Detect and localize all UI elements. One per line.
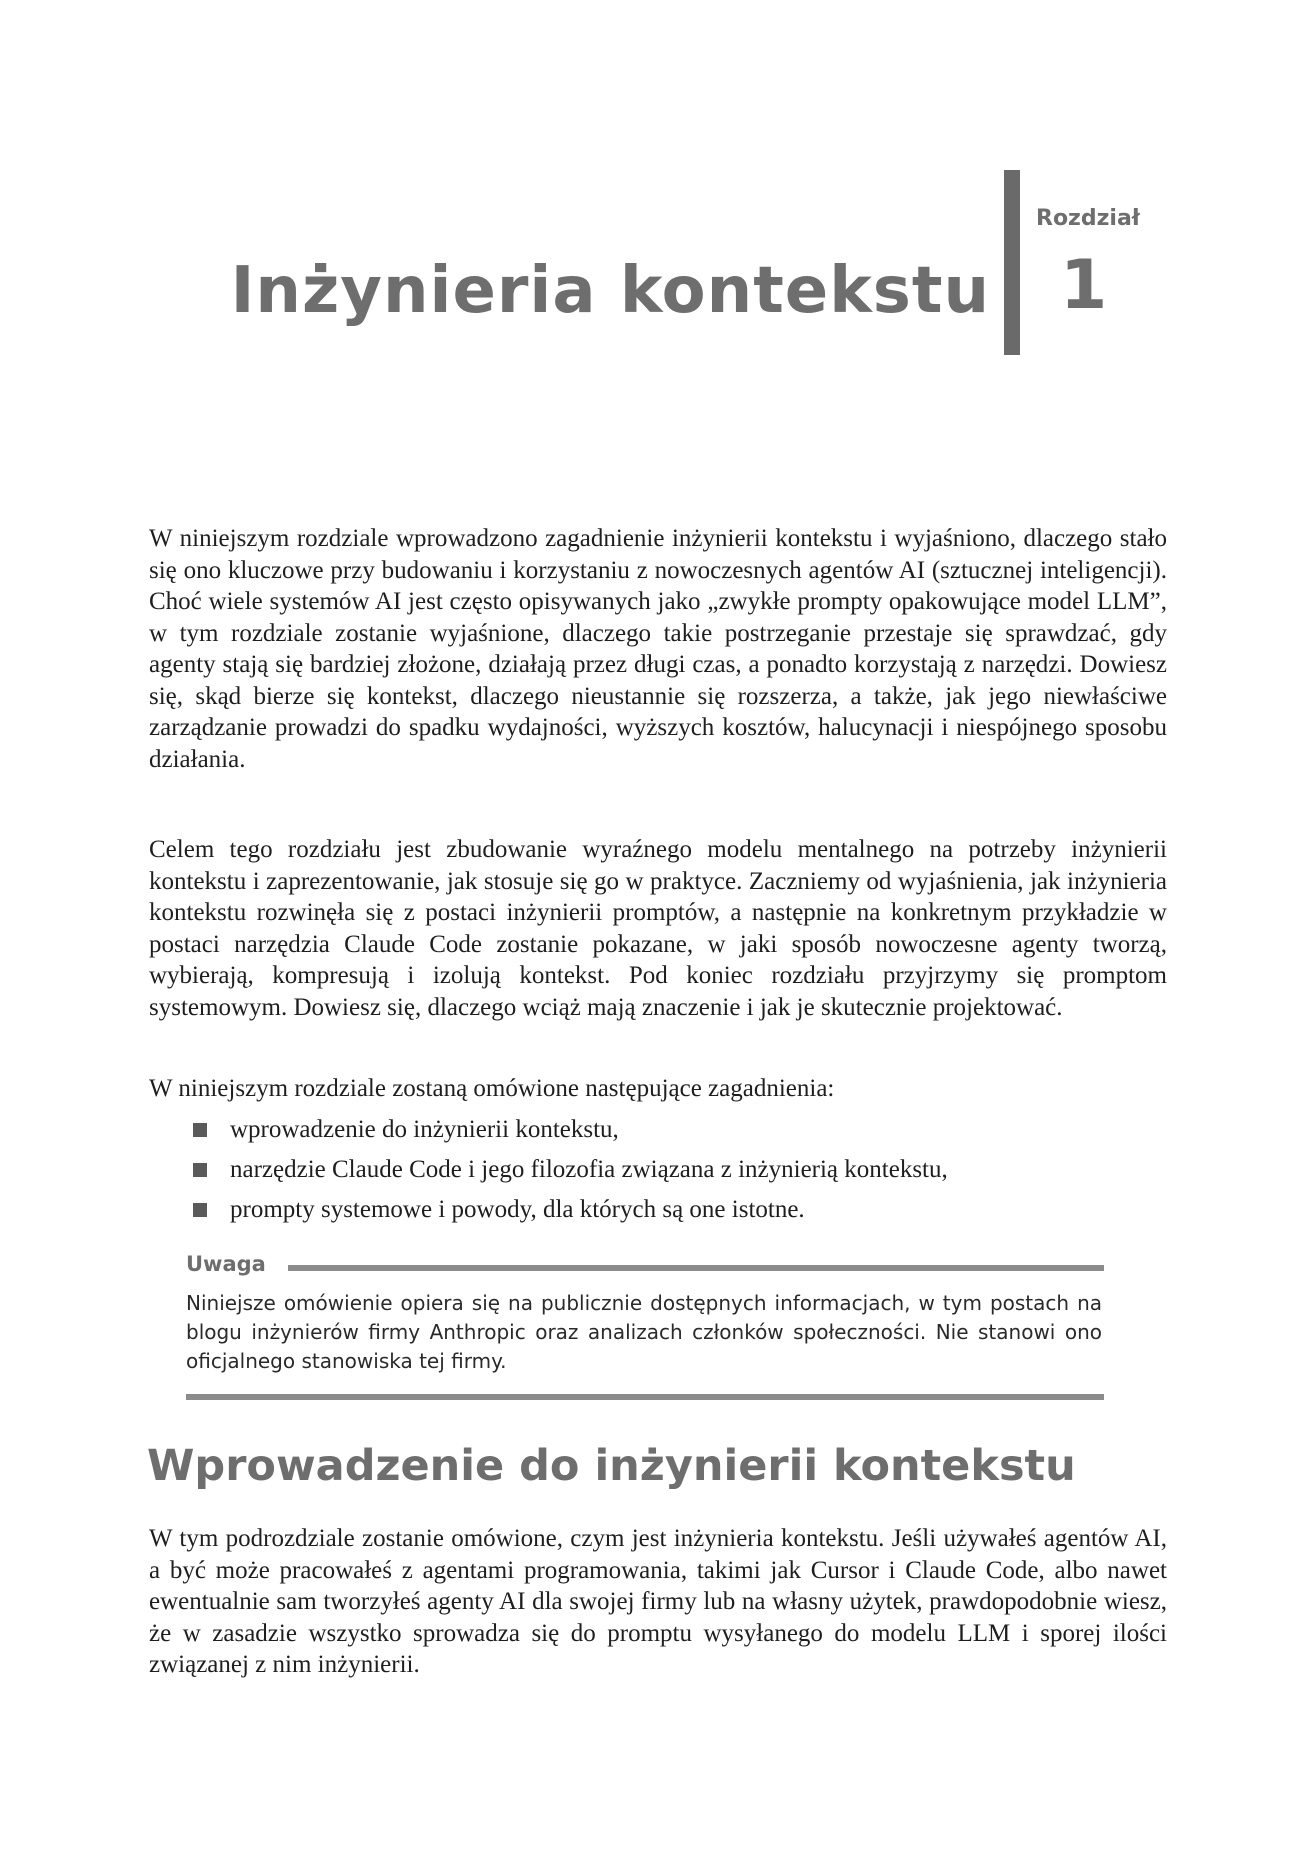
list-item-text: prompty systemowe i powody, dla których są one istotne. <box>230 1196 805 1223</box>
list-item-text: wprowadzenie do inżynierii kontekstu, <box>230 1116 619 1143</box>
list-item <box>190 1110 1150 1150</box>
chapter-number: 1 <box>1060 246 1108 325</box>
note-label: Uwaga <box>186 1252 266 1276</box>
square-bullet-icon <box>193 1163 207 1177</box>
note-header <box>186 1252 1104 1280</box>
note-bottom-rule <box>186 1394 1104 1400</box>
list-item <box>190 1150 1150 1190</box>
square-bullet-icon <box>193 1203 207 1217</box>
topics-lead: W niniejszym rozdziale zostaną omówione następujące zagadnienia: <box>149 1075 835 1102</box>
note-text: Niniejsze omówienie opiera się na publicznie dostępnych informacjach, w tym postach na blogu inżynierów firmy Anthropic oraz analizach członków społeczności. Nie stanowi ono oficjalnego stanowiska tej firmy. <box>186 1291 1102 1373</box>
note-top-rule <box>288 1265 1104 1271</box>
intro-paragraph-1: W niniejszym rozdziale wprowadzono zagadnienie inżynierii kontekstu i wyjaśniono, dlaczego stało się ono kluczowe przy budowaniu i korzystaniu z nowoczesnych agentów AI (sztucznej inteligencji). Choć wiele systemów AI jest często opisywanych jako „zwykłe prompty opakowujące model LLM”, w tym rozdziale zostanie wyjaśnione, dlaczego takie postrzeganie przestaje się sprawdzać, gdy agenty stają się bardziej złożone, działają przez długi czas, a ponadto korzystają z narzędzi. Dowiesz się, skąd bierze się kontekst, dlaczego nieustannie się rozszerza, a także, jak jego niewłaściwe zarządzanie prowadzi do spadku wydajności, wyższych kosztów, halucynacji i niespójnego sposobu działania. <box>149 525 1167 773</box>
square-bullet-icon <box>193 1123 207 1137</box>
list-item <box>190 1190 1150 1230</box>
section-heading: Wprowadzenie do inżynierii kontekstu <box>147 1441 1076 1491</box>
topics-list <box>190 1110 1150 1230</box>
list-item-text: narzędzie Claude Code i jego filozofia związana z inżynierią kontekstu, <box>230 1156 948 1183</box>
chapter-label: Rozdział <box>1036 206 1140 231</box>
section-paragraph: W tym podrozdziale zostanie omówione, czym jest inżynieria kontekstu. Jeśli używałeś agentów AI, a być może pracowałeś z agentami programowania, takimi jak Cursor i Claude Code, albo nawet ewentualnie sam tworzyłeś agenty AI dla swojej firmy lub na własny użytek, prawdopodobnie wiesz, że w zasadzie wszystko sprowadza się do promptu wysyłanego do modelu LLM i sporej ilości związanej z nim inżynierii. <box>149 1525 1167 1678</box>
chapter-title: Inżynieria kontekstu <box>230 254 990 328</box>
intro-paragraph-2: Celem tego rozdziału jest zbudowanie wyraźnego modelu mentalnego na potrzeby inżynierii kontekstu i zaprezentowanie, jak stosuje się go w praktyce. Zaczniemy od wyjaśnienia, jak inżynieria kontekstu rozwinęła się z postaci inżynierii promptów, a następnie na konkretnym przykładzie w postaci narzędzia Claude Code zostanie pokazane, w jaki sposób nowoczesne agenty tworzą, wybierają, kompresują i izolują kontekst. Pod koniec rozdziału przyjrzymy się promptom systemowym. Dowiesz się, dlaczego wciąż mają znaczenie i jak je skutecznie projektować. <box>149 836 1167 1021</box>
chapter-divider-bar <box>1004 170 1020 355</box>
